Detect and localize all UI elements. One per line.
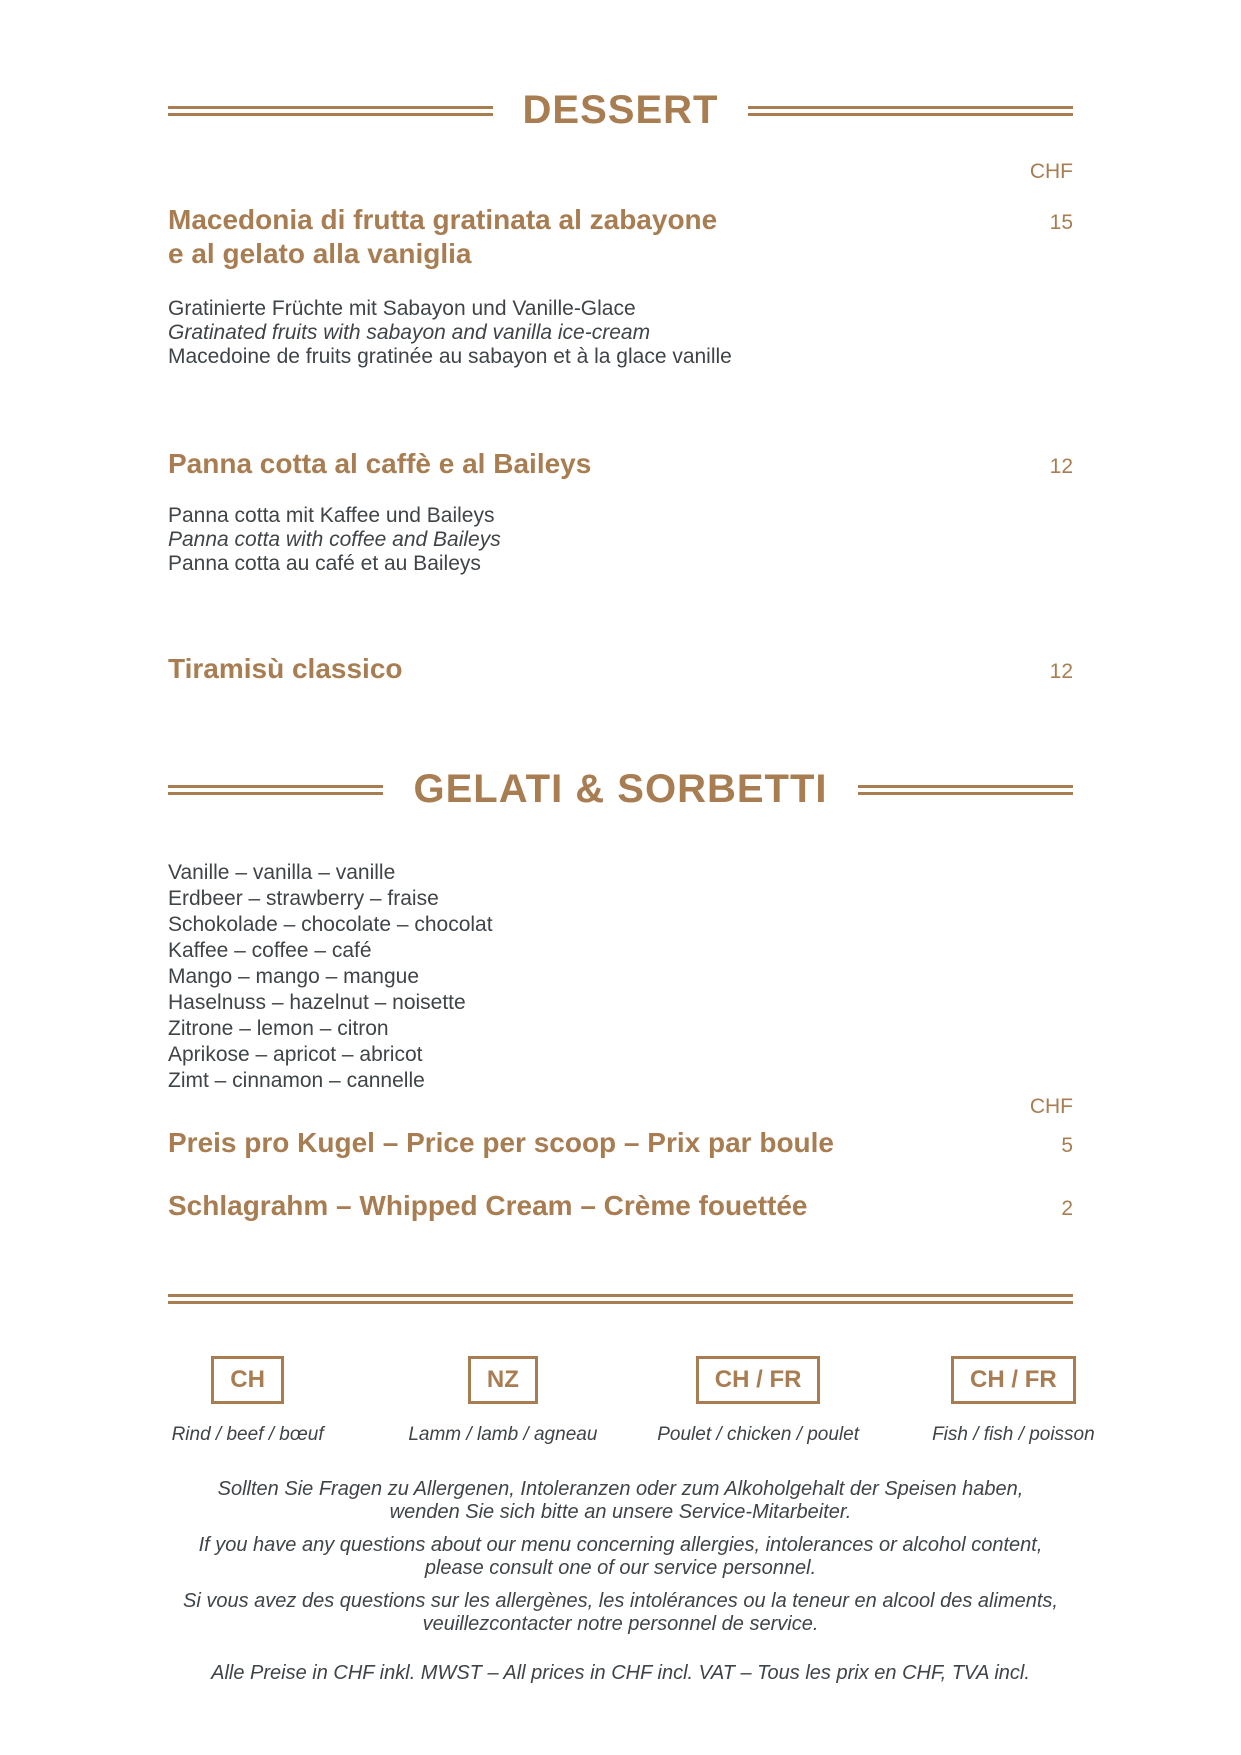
flavor-item: Zitrone – lemon – citron bbox=[168, 1017, 389, 1040]
gelati-section-header bbox=[168, 767, 1073, 812]
item-title-line1: Macedonia di frutta gratinata al zabayone bbox=[168, 204, 718, 235]
origin-code-box: CH / FR bbox=[951, 1356, 1076, 1404]
gelati-section-title: GELATI & SORBETTI bbox=[413, 767, 828, 811]
dessert-section-title: DESSERT bbox=[522, 88, 719, 132]
item-title-line2: e al gelato alla vaniglia bbox=[168, 238, 472, 269]
item-description-panna-cotta bbox=[168, 504, 1073, 576]
item-price: 12 bbox=[1049, 660, 1073, 683]
description-english: Gratinated fruits with sabayon and vanilla ice-cream bbox=[168, 321, 651, 344]
flavor-item: Kaffee – coffee – café bbox=[168, 939, 372, 962]
allergen-note-french bbox=[0, 1590, 1241, 1636]
decorative-double-line-right bbox=[858, 785, 1073, 795]
decorative-double-line-left bbox=[168, 785, 383, 795]
note-line1: Sollten Sie Fragen zu Allergenen, Intoleranzen oder zum Alkoholgehalt der Speisen haben, bbox=[217, 1478, 1024, 1500]
note-line1: If you have any questions about our menu concerning allergies, intolerances or alcohol content, bbox=[198, 1534, 1043, 1556]
origin-label: Fish / fish / poisson bbox=[932, 1424, 1095, 1445]
item-price: 12 bbox=[1049, 455, 1073, 478]
allergen-notes bbox=[0, 1478, 1241, 1636]
price-row-label: Preis pro Kugel – Price per scoop – Prix par boule bbox=[168, 1127, 834, 1158]
origin-beef bbox=[172, 1356, 324, 1446]
origin-fish bbox=[932, 1356, 1095, 1446]
dessert-section-header bbox=[168, 88, 1073, 133]
price-row-label: Schlagrahm – Whipped Cream – Crème fouettée bbox=[168, 1190, 808, 1221]
description-german: Gratinierte Früchte mit Sabayon und Vanille-Glace bbox=[168, 297, 636, 320]
flavor-item: Aprikose – apricot – abricot bbox=[168, 1043, 423, 1066]
decorative-double-line-right bbox=[748, 106, 1073, 116]
item-title bbox=[168, 652, 403, 686]
note-line2: wenden Sie sich bitte an unsere Service-Mitarbeiter. bbox=[389, 1501, 852, 1523]
price-disclaimer: Alle Preise in CHF inkl. MWST – All prices in CHF incl. VAT – Tous les prix en CHF, TVA incl. bbox=[211, 1662, 1030, 1684]
decorative-double-line-separator bbox=[168, 1294, 1073, 1304]
flavor-item: Zimt – cinnamon – cannelle bbox=[168, 1069, 425, 1092]
origin-label: Lamm / lamb / agneau bbox=[408, 1424, 598, 1445]
currency-column-header: CHF bbox=[1029, 160, 1073, 183]
origin-label: Poulet / chicken / poulet bbox=[657, 1424, 859, 1445]
price-row-price: 2 bbox=[1061, 1197, 1073, 1220]
price-row-whipped-cream bbox=[168, 1189, 1073, 1226]
item-title bbox=[168, 447, 591, 481]
note-line2: please consult one of our service personnel. bbox=[424, 1557, 817, 1579]
origin-label: Rind / beef / bœuf bbox=[171, 1424, 324, 1445]
menu-item-macedonia bbox=[168, 203, 1073, 271]
flavor-item: Erdbeer – strawberry – fraise bbox=[168, 887, 439, 910]
origin-code-box: NZ bbox=[468, 1356, 538, 1404]
item-price: 15 bbox=[1049, 211, 1073, 234]
note-line2: veuillezcontacter notre personnel de service. bbox=[422, 1613, 819, 1635]
currency-column-header: CHF bbox=[1029, 1095, 1073, 1118]
price-row-price: 5 bbox=[1061, 1134, 1073, 1157]
origin-lamb bbox=[408, 1356, 597, 1446]
origin-code-box: CH / FR bbox=[696, 1356, 821, 1404]
allergen-note-german bbox=[0, 1478, 1241, 1524]
flavor-item: Schokolade – chocolate – chocolat bbox=[168, 913, 493, 936]
origin-code-box: CH bbox=[211, 1356, 284, 1404]
flavor-item: Mango – mango – mangue bbox=[168, 965, 420, 988]
note-line1: Si vous avez des questions sur les allergènes, les intolérances ou la teneur en alcool des aliments, bbox=[183, 1590, 1058, 1612]
flavor-item: Haselnuss – hazelnut – noisette bbox=[168, 991, 466, 1014]
description-english: Panna cotta with coffee and Baileys bbox=[168, 528, 501, 551]
item-title bbox=[168, 203, 717, 271]
flavor-item: Vanille – vanilla – vanille bbox=[168, 861, 396, 884]
description-french: Macedoine de fruits gratinée au sabayon et à la glace vanille bbox=[168, 345, 732, 368]
flavor-list bbox=[168, 860, 1073, 1094]
decorative-double-line-left bbox=[168, 106, 493, 116]
origin-chicken bbox=[657, 1356, 859, 1446]
allergen-note-english bbox=[0, 1534, 1241, 1580]
item-description-macedonia bbox=[168, 297, 1073, 369]
item-title-line1: Panna cotta al caffè e al Baileys bbox=[168, 448, 592, 479]
description-german: Panna cotta mit Kaffee und Baileys bbox=[168, 504, 495, 527]
menu-item-panna-cotta bbox=[168, 447, 1073, 484]
menu-item-tiramisu bbox=[168, 652, 1073, 689]
origin-legend bbox=[120, 1356, 1141, 1446]
item-title-line1: Tiramisù classico bbox=[168, 653, 403, 684]
price-row-per-scoop bbox=[168, 1126, 1073, 1163]
description-french: Panna cotta au café et au Baileys bbox=[168, 552, 481, 575]
